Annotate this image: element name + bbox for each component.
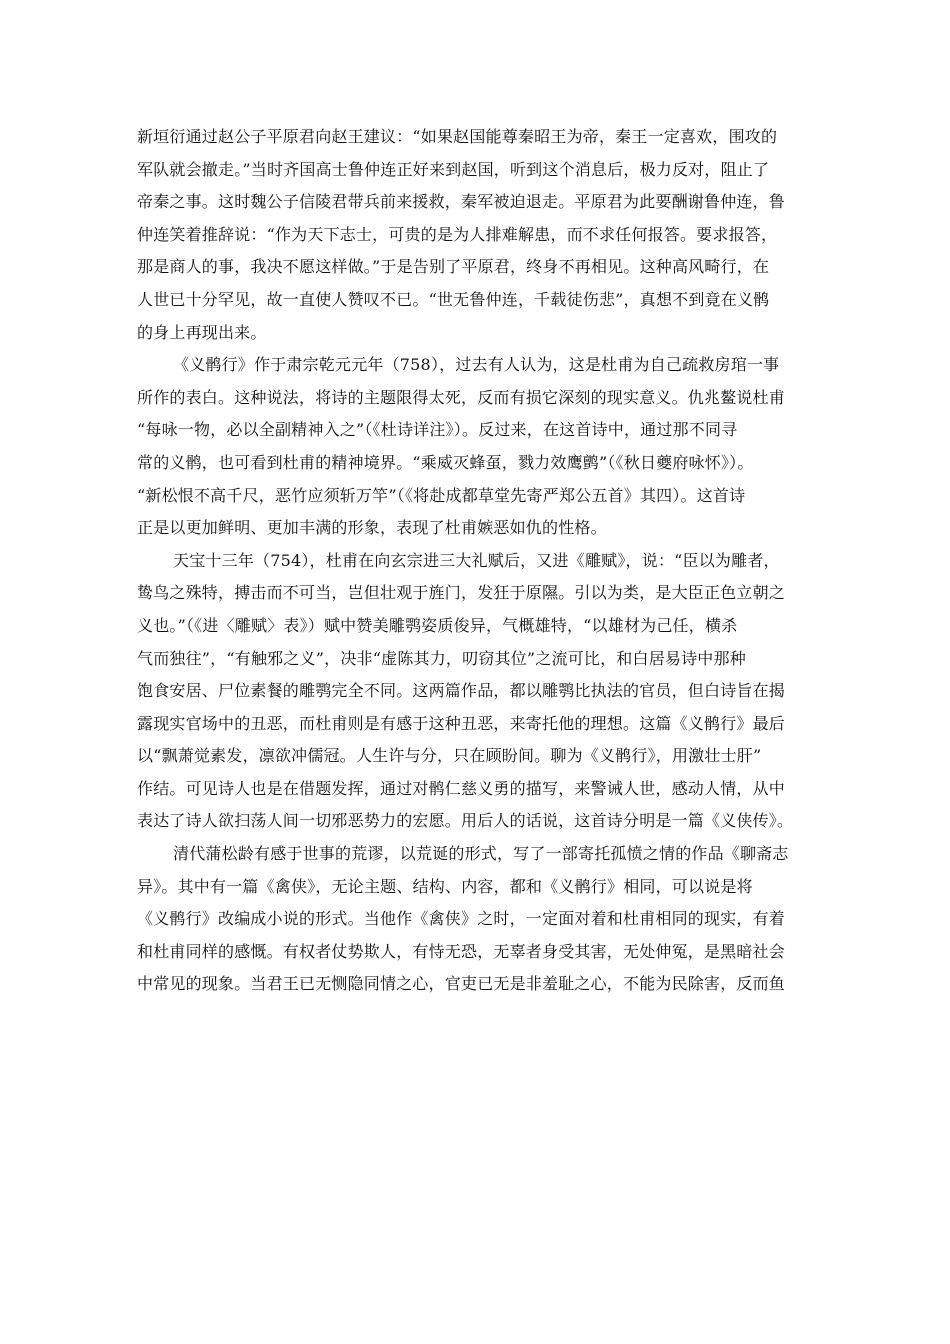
text-line: 《义鹘行》作于肃宗乾元元年（758），过去有人认为，这是杜甫为自己疏救房琯一事: [173, 355, 780, 375]
paragraph-4: [137, 838, 827, 1001]
paragraph-1: [137, 121, 827, 349]
text-line: 人世已十分罕见，故一直使人赞叹不已。“世无鲁仲连，千载徒伤悲”，真想不到竟在义鹘: [137, 289, 770, 309]
text-line: 常的义鹘，也可看到杜甫的精神境界。“乘威灭蜂虿，戮力效鹰鹯”（《秋日夔府咏怀》）。: [137, 452, 754, 472]
text-line: 义也。”（《进〈雕赋〉表》）赋中赞美雕鹗姿质俊异，气概雄特，“以雄材为己任，横杀: [137, 615, 738, 635]
text-line: 和杜甫同样的感慨。有权者仗势欺人，有恃无恐，无辜者身受其害，无处伸冤，是黑暗社会: [137, 941, 786, 961]
paragraph-3: [137, 545, 827, 838]
paragraph-2: [137, 349, 827, 545]
text-line: 天宝十三年（754），杜甫在向玄宗进三大礼赋后，又进《雕赋》，说：“臣以为雕者，: [173, 550, 780, 570]
text-line: 清代蒲松龄有感于世事的荒谬，以荒诞的形式，写了一部寄托孤愤之情的作品《聊斋志: [173, 844, 789, 864]
text-line: 气而独往”，“有触邪之义”，决非“虚陈其力，叨窃其位”之流可比，和白居易诗中那种: [137, 648, 746, 668]
text-line: “每咏一物，必以全副精神入之”（《杜诗详注》）。反过来，在这首诗中，通过那不同寻: [137, 420, 738, 440]
text-line: 《义鹘行》改编成小说的形式。当他作《禽侠》之时，一定面对着和杜甫相同的现实，有着: [137, 909, 786, 929]
text-line: 军队就会撤走。”当时齐国高士鲁仲连正好来到赵国，听到这个消息后，极力反对，阻止了: [137, 159, 770, 179]
text-line: 表达了诗人欲扫荡人间一切邪恶势力的宏愿。用后人的话说，这首诗分明是一篇《义侠传》。: [137, 811, 794, 831]
text-line: 饱食安居、尸位素餐的雕鹗完全不同。这两篇作品，都以雕鹗比执法的官员，但白诗旨在揭: [137, 681, 786, 701]
text-line: 正是以更加鲜明、更加丰满的形象，表现了杜甫嫉恶如仇的性格。: [137, 518, 607, 538]
text-line: 中常见的现象。当君王已无恻隐同情之心，官吏已无是非羞耻之心，不能为民除害，反而鱼: [137, 974, 786, 994]
text-line: 的身上再现出来。: [137, 322, 267, 342]
text-line: 鸷鸟之殊特，搏击而不可当，岂但壮观于旌门，发狂于原隰。引以为类，是大臣正色立朝之: [137, 583, 786, 603]
text-line: 帝秦之事。这时魏公子信陵君带兵前来援救，秦军被迫退走。平原君为此要酬谢鲁仲连，鲁: [137, 192, 786, 212]
text-line: 那是商人的事，我决不愿这样做。”于是告别了平原君，终身不再相见。这种高风畸行，在: [137, 257, 770, 277]
text-line: 新垣衍通过赵公子平原君向赵王建议：“如果赵国能尊秦昭王为帝，秦王一定喜欢，围攻的: [137, 127, 778, 146]
text-line: “新松恨不高千尺，恶竹应须斩万竿”（《将赴成都草堂先寄严郑公五首》其四）。这首诗: [137, 485, 746, 505]
text-line: 所作的表白。这种说法，将诗的主题限得太死，反而有损它深刻的现实意义。仇兆鳌说杜甫: [137, 387, 786, 407]
text-line: 以“飘萧觉素发，凛欲冲儒冠。人生许与分，只在顾盼间。聊为《义鹘行》，用激壮士肝”: [137, 746, 762, 766]
text-line: 仲连笑着推辞说：“作为天下志士，可贵的是为人排难解患，而不求任何报答。要求报答，: [137, 224, 778, 244]
text-line: 露现实官场中的丑恶，而杜甫则是有感于这种丑恶，来寄托他的理想。这篇《义鹘行》最后: [137, 713, 786, 733]
text-line: 作结。可见诗人也是在借题发挥，通过对鹘仁慈义勇的描写，来警诫人世，感动人情，从中: [137, 778, 786, 798]
text-line: 异》。其中有一篇《禽侠》，无论主题、结构、内容，都和《义鹘行》相同，可以说是将: [137, 876, 753, 896]
article-text: [137, 121, 827, 1001]
